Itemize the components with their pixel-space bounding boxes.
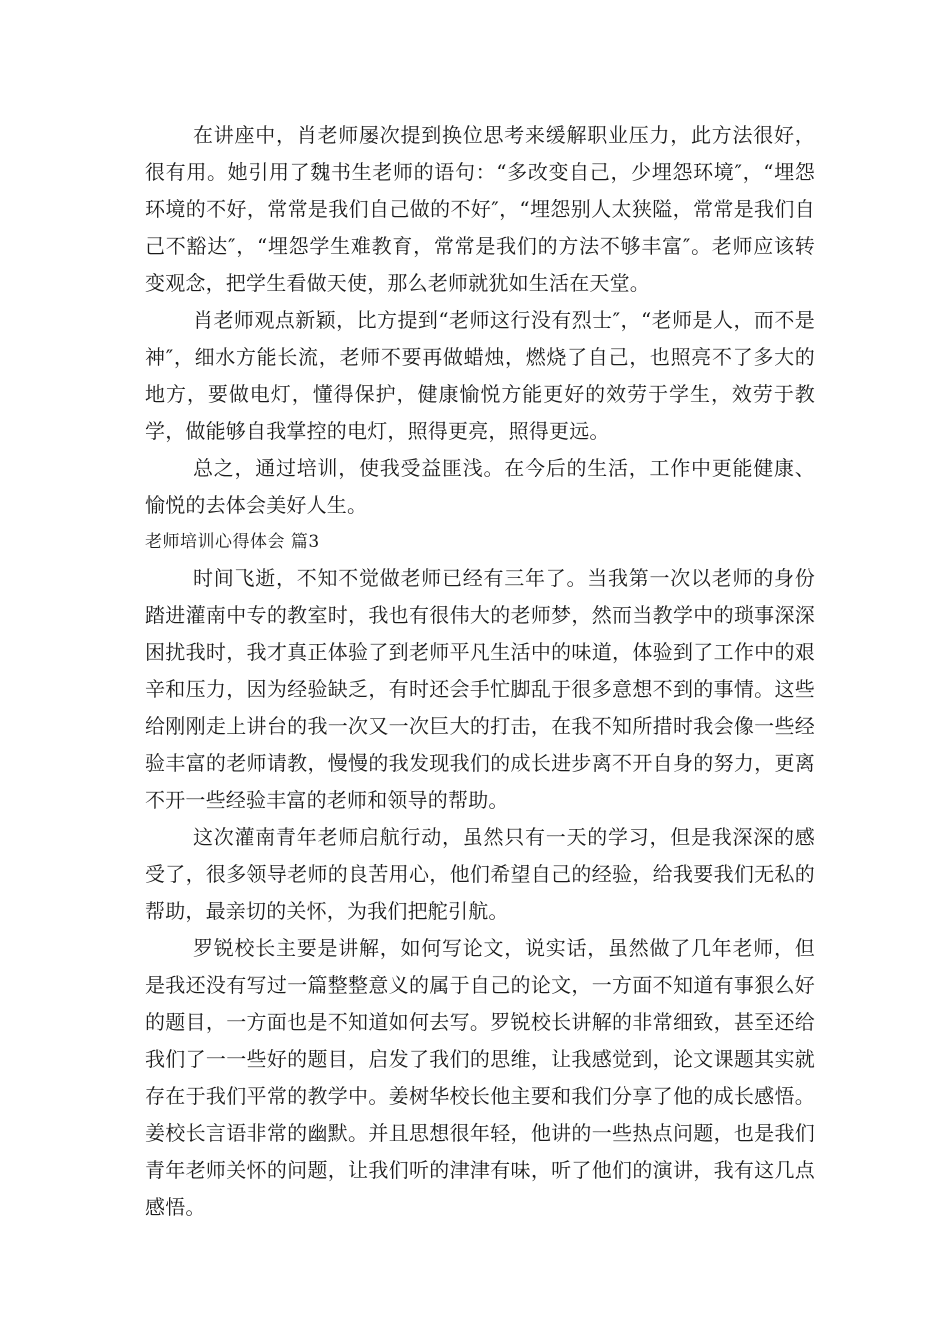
document-body xyxy=(145,117,815,1226)
section-heading: 老师培训心得体会 篇3 xyxy=(145,532,320,552)
paragraph-launch-action: 这次灌南青年老师启航行动，虽然只有一天的学习，但是我深深的感受了，很多领导老师的良苦用心，他们希望自己的经验，给我要我们无私的帮助，最亲切的关怀，为我们把舵引航。 xyxy=(145,825,815,923)
paragraph-position-thinking: 在讲座中，肖老师屡次提到换位思考来缓解职业压力，此方法很好，很有用。她引用了魏书生老师的语句：“多改变自己，少埋怨环境″，“埋怨环境的不好，常常是我们自己做的不好″，“埋怨别人太狭隘，常常是我们自己不豁达″，“埋怨学生难教育，常常是我们的方法不够丰富″。老师应该转变观念，把学生看做天使，那么老师就犹如生活在天堂。 xyxy=(145,123,815,295)
paragraph-new-viewpoints: 肖老师观点新颖，比方提到“老师这行没有烈士″，“老师是人，而不是神″，细水方能长流，老师不要再做蜡烛，燃烧了自己，也照亮不了多大的地方，要做电灯，懂得保护，健康愉悦方能更好的效劳于学生，效劳于教学，做能够自我掌控的电灯，照得更亮，照得更远。 xyxy=(145,308,815,443)
paragraph-principal-lectures: 罗锐校长主要是讲解，如何写论文，说实话，虽然做了几年老师，但是我还没有写过一篇整整意义的属于自己的论文，一方面不知道有事狠么好的题目，一方面也是不知道如何去写。罗锐校长讲解的非常细致，甚至还给我们了一一些好的题目，启发了我们的思维，让我感觉到，论文课题其实就存在于我们平常的教学中。姜树华校长他主要和我们分享了他的成长感悟。姜校长言语非常的幽默。并且思想很年轻，他讲的一些热点问题，也是我们青年老师关怀的问题，让我们听的津津有味，听了他们的演讲，我有这几点感悟。 xyxy=(145,936,815,1219)
paragraph-three-years: 时间飞逝，不知不觉做老师已经有三年了。当我第一次以老师的身份踏进灌南中专的教室时，我也有很伟大的老师梦，然而当教学中的琐事深深困扰我时，我才真正体验了到老师平凡生活中的味道，体验到了工作中的艰辛和压力，因为经验缺乏，有时还会手忙脚乱于很多意想不到的事情。这些给刚刚走上讲台的我一次又一次巨大的打击，在我不知所措时我会像一些经验丰富的老师请教，慢慢的我发现我们的成长进步离不开自身的努力，更离不开一些经验丰富的老师和领导的帮助。 xyxy=(145,566,815,812)
paragraph-summary: 总之，通过培训，使我受益匪浅。在今后的生活，工作中更能健康、愉悦的去体会美好人生。 xyxy=(145,456,815,517)
